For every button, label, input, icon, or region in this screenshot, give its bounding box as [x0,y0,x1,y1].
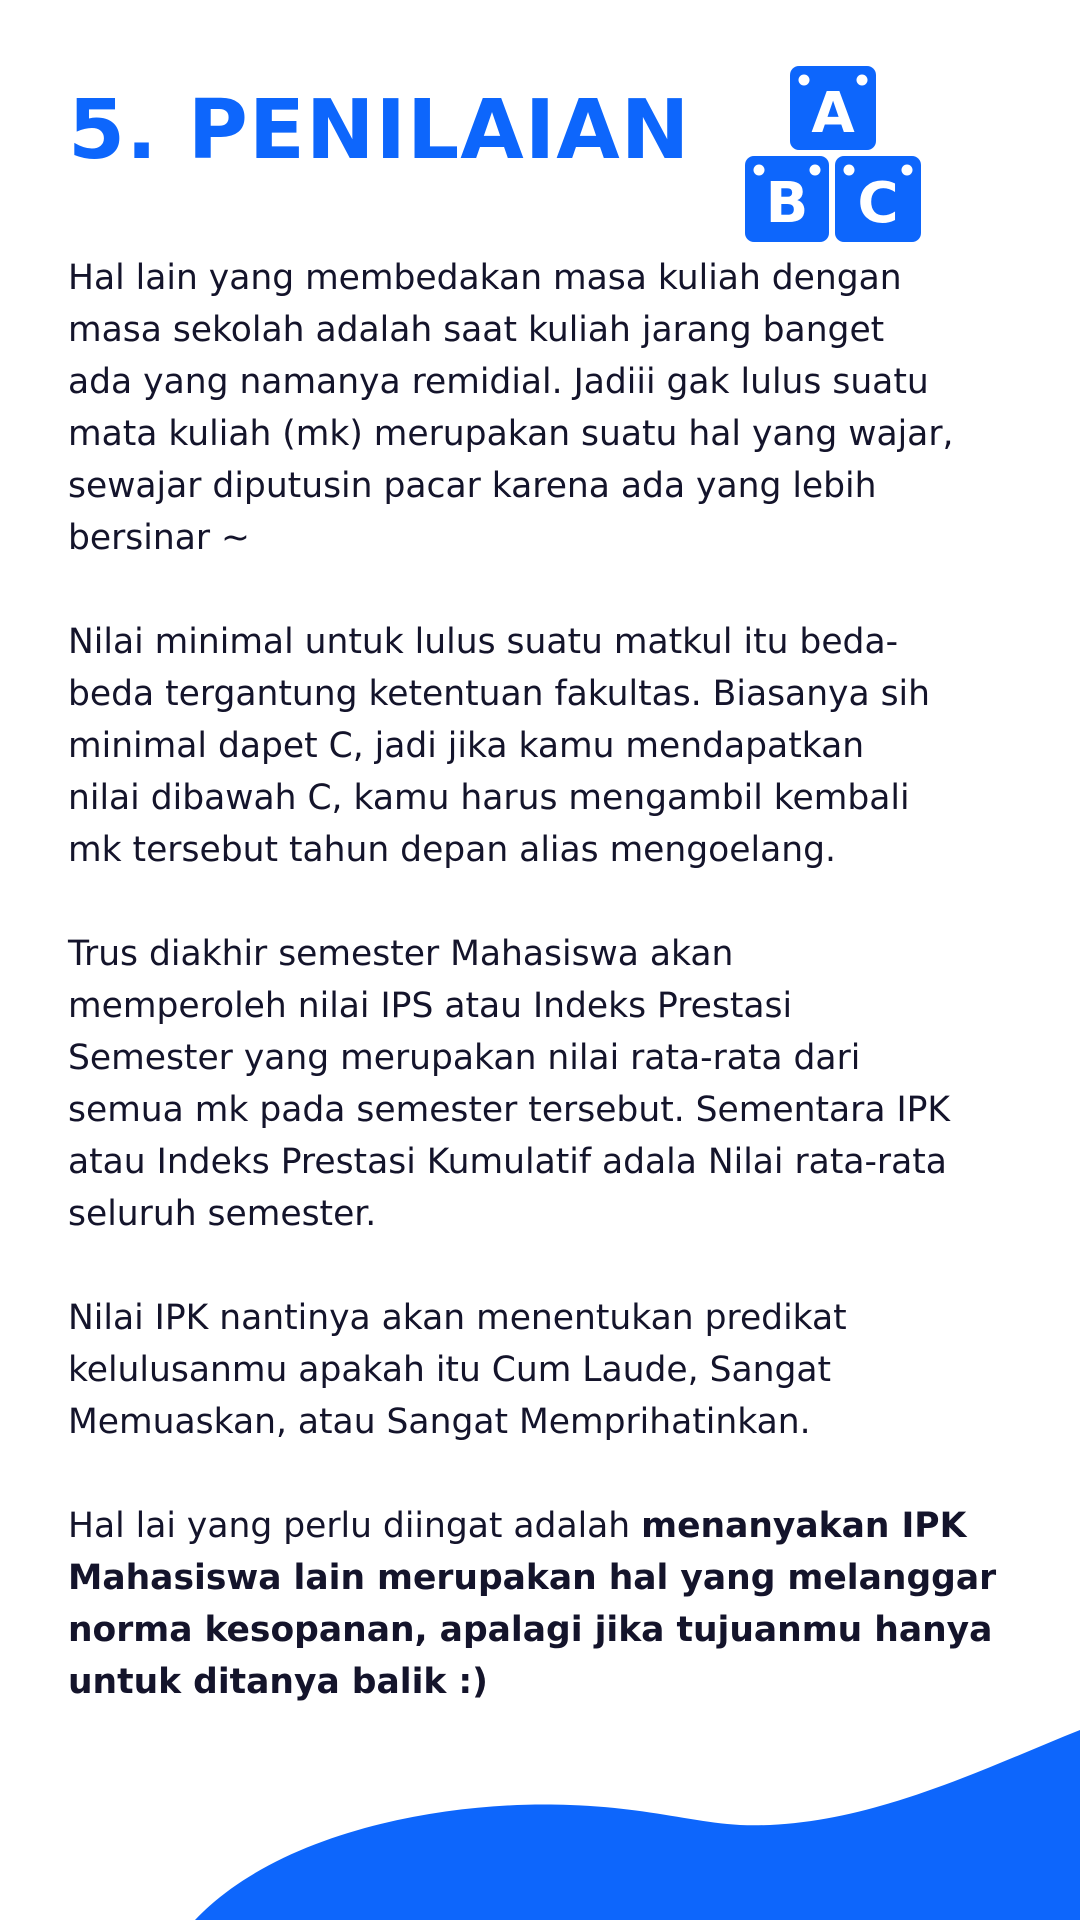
block-letter-b: B [765,171,809,236]
abc-blocks-icon [743,64,923,244]
page-title: 5. PENILAIAN [68,83,691,178]
block-b [745,156,829,242]
reminder-normal-text: Hal lai yang perlu diingat adalah [68,1506,642,1546]
header [68,60,1028,250]
paragraph-predikat: Nilai IPK nantinya akan menentukan predikat kelulusanmu apakah itu Cum Laude, Sangat Memuaskan, atau Sangat Memprihatinkan. [68,1298,847,1442]
paragraph-minimum-grade: Nilai minimal untuk lulus suatu matkul itu beda- beda tergantung ketentuan fakultas. Biasanya sih minimal dapet C, jadi jika kamu mendapatkan nilai dibawah C, kamu harus mengambil kembali mk tersebut tahun depan alias mengoelang. [68,622,931,870]
decorative-wave [0,1710,1080,1920]
reminder-bold-text: menanyakan IPK Mahasiswa lain merupakan hal yang melanggar norma kesopanan, apalagi jika tujuanmu hanya untuk ditanya balik :) [68,1506,997,1702]
block-letter-a: A [811,81,855,146]
paragraph-ips-ipk: Trus diakhir semester Mahasiswa akan memperoleh nilai IPS atau Indeks Prestasi Semester yang merupakan nilai rata-rata dari semua mk pada semester tersebut. Sementara IPK atau Indeks Prestasi Kumulatif adala Nilai rata-rata seluruh semester. [68,934,951,1234]
paragraph-reminder [68,1500,1028,1708]
paragraph-remedial: Hal lain yang membedakan masa kuliah dengan masa sekolah adalah saat kuliah jarang banget ada yang namanya remidial. Jadiii gak lulus suatu mata kuliah (mk) merupakan suatu hal yang wajar, sewajar diputusin pacar karena ada yang lebih bersinar ~ [68,258,954,558]
article-body [68,252,1028,1760]
block-c [835,156,921,242]
block-letter-c: C [857,171,899,236]
block-a [790,66,876,150]
